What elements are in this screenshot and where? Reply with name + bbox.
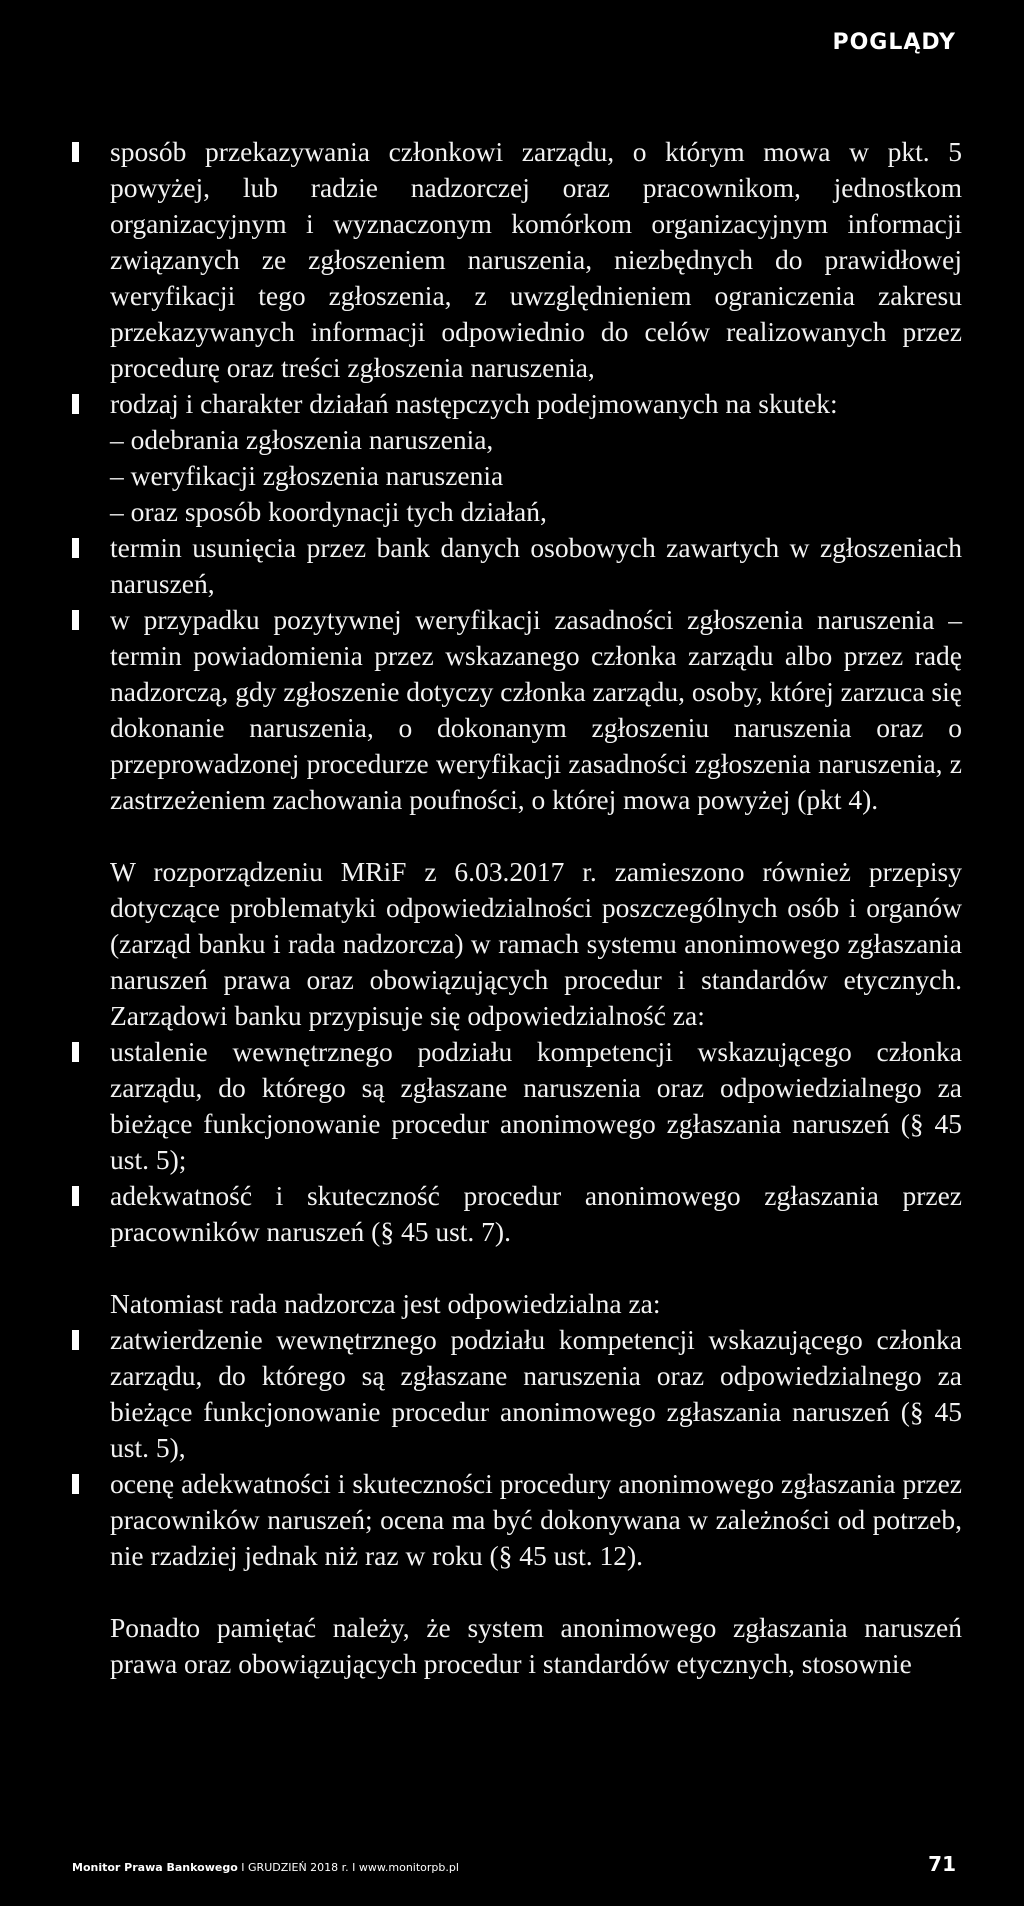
bullet-marker — [72, 1474, 79, 1494]
bullet-marker — [72, 538, 79, 558]
sub-item: – odebrania zgłoszenia naruszenia, — [110, 424, 494, 455]
bullet-marker — [72, 394, 79, 414]
list-item — [72, 1322, 962, 1466]
page-footer — [72, 1852, 956, 1876]
bullet-marker — [72, 1186, 79, 1206]
list-item-text: termin usunięcia przez bank danych osobowych zawartych w zgłoszeniach naruszeń, — [110, 532, 962, 599]
paragraph: Natomiast rada nadzorcza jest odpowiedzialna za: — [110, 1288, 661, 1319]
list-item — [72, 1034, 962, 1178]
list-item — [72, 530, 962, 602]
list-item — [72, 1466, 962, 1574]
list-item — [72, 602, 962, 818]
list-item-text: zatwierdzenie wewnętrznego podziału kompetencji wskazującego członka zarządu, do którego są zgłaszane naruszenia oraz odpowiedzialnego za bieżące funkcjonowanie procedur anonimowego zgłaszania naruszeń (§ 45 ust. 5), — [110, 1324, 962, 1463]
list-item-text: ustalenie wewnętrznego podziału kompetencji wskazującego członka zarządu, do którego są zgłaszane naruszenia oraz odpowiedzialnego za bieżące funkcjonowanie procedur anonimowego zgłaszania naruszeń (§ 45 ust. 5); — [110, 1036, 962, 1175]
bullet-marker — [72, 1042, 79, 1062]
page-number: 71 — [928, 1852, 956, 1876]
list-item-text: w przypadku pozytywnej weryfikacji zasadności zgłoszenia naruszenia – termin powiadomienia przez wskazanego członka zarządu albo przez radę nadzorczą, gdy zgłoszenie dotyczy członka zarządu, osoby, której zarzuca się dokonanie naruszenia, o dokonanym zgłoszeniu naruszenia oraz o przeprowadzonej procedurze weryfikacji zasadności zgłoszenia naruszenia, z zastrzeżeniem zachowania poufności, o której mowa powyżej (pkt 4). — [110, 604, 962, 815]
bullet-marker — [72, 142, 79, 162]
list-item-text: rodzaj i charakter działań następczych podejmowanych na skutek: — [110, 388, 838, 419]
bullet-marker — [72, 610, 79, 630]
list-item-text: ocenę adekwatności i skuteczności procedury anonimowego zgłaszania przez pracowników naruszeń; ocena ma być dokonywana w zależności od potrzeb, nie rzadziej jednak niż raz w roku (§ 45 ust. 12). — [110, 1468, 962, 1571]
list-item-text: adekwatność i skuteczność procedur anonimowego zgłaszania przez pracowników naruszeń (§ 45 ust. 7). — [110, 1180, 962, 1247]
sub-item: – oraz sposób koordynacji tych działań, — [110, 496, 547, 527]
list-item-text: sposób przekazywania członkowi zarządu, o którym mowa w pkt. 5 powyżej, lub radzie nadzorczej oraz pracownikom, jednostkom organizacyjnym i wyznaczonym komórkom organizacyjnym informacji związanych ze zgłoszeniem naruszenia, niezbędnych do prawidłowej weryfikacji tego zgłoszenia, z uwzględnieniem ograniczenia zakresu przekazywanych informacji odpowiednio do celów realizowanych przez procedurę oraz treści zgłoszenia naruszenia, — [110, 136, 962, 383]
list-item — [72, 386, 962, 422]
article-body — [72, 134, 962, 1682]
list-item — [72, 1178, 962, 1250]
magazine-name: Monitor Prawa Bankowego — [72, 1861, 238, 1874]
list-item — [72, 134, 962, 386]
issue-info: I GRUDZIEŃ 2018 r. I www.monitorpb.pl — [241, 1861, 459, 1874]
sub-item: – weryfikacji zgłoszenia naruszenia — [110, 460, 504, 491]
footer-info — [72, 1861, 459, 1874]
paragraph: Ponadto pamiętać należy, że system anonimowego zgłaszania naruszeń prawa oraz obowiązujących procedur i standardów etycznych, stosownie — [110, 1612, 962, 1679]
section-header: POGLĄDY — [832, 30, 956, 55]
paragraph: W rozporządzeniu MRiF z 6.03.2017 r. zamieszono również przepisy dotyczące problematyki odpowiedzialności poszczególnych osób i organów (zarząd banku i rada nadzorcza) w ramach systemu anonimowego zgłaszania naruszeń prawa oraz obowiązujących procedur i standardów etycznych. Zarządowi banku przypisuje się odpowiedzialność za: — [110, 856, 962, 1031]
bullet-marker — [72, 1330, 79, 1350]
